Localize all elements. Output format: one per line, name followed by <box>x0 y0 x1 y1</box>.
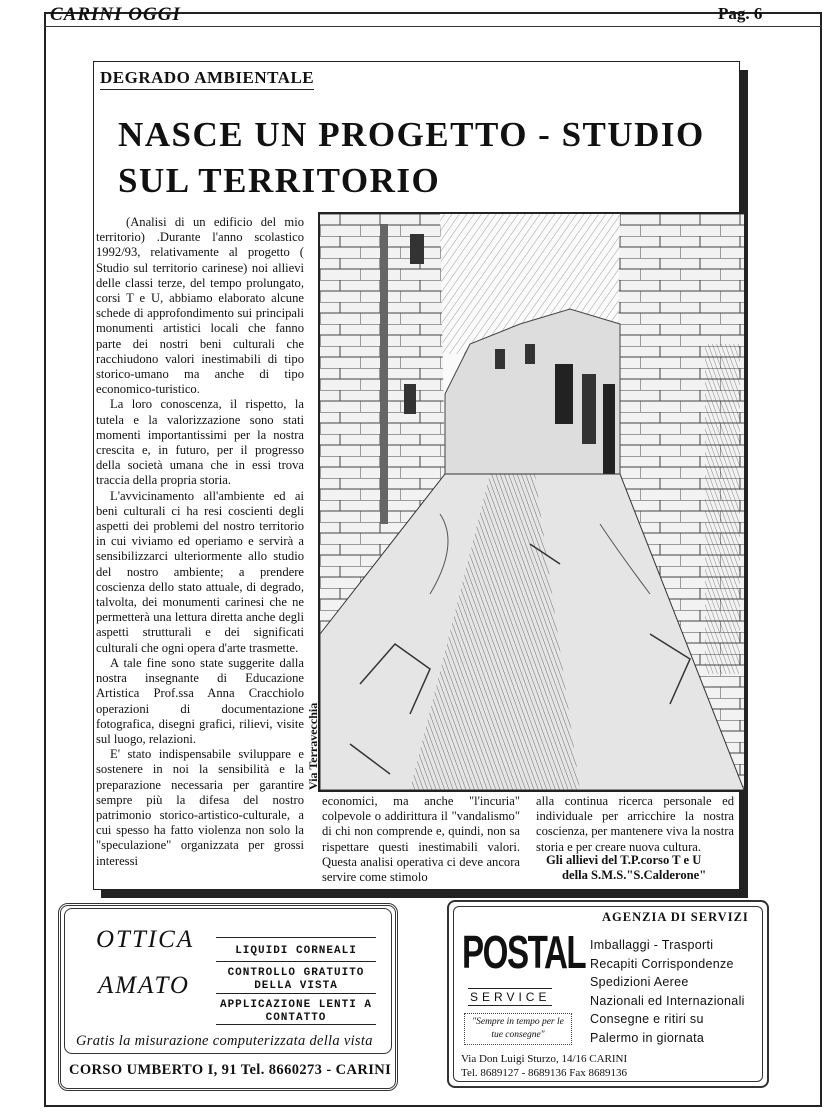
article-paragraph: economici, ma anche "l'incuria" colpevole o addirittura il "vandalismo" di chi non comprende e, quindi, non sa rispettare questi inestimabili valori. Questa analisi operativa ci deve ancora servire come stimolo <box>322 794 520 885</box>
ad-services-list <box>590 936 745 1047</box>
illustration-caption: Via Terravecchia <box>306 702 320 790</box>
ad-service-item: Nazionali ed Internazionali <box>590 993 745 1008</box>
postal-logo: POSTAL <box>462 926 586 978</box>
title-line: NASCE UN PROGETTO - STUDIO <box>118 115 705 154</box>
ad-service: CONTROLLO GRATUITO DELLA VISTA <box>227 967 365 992</box>
ad-address: Via Don Luigi Sturzo, 14/16 CARINI <box>461 1053 628 1065</box>
divider <box>216 937 376 938</box>
ad-tagline: Gratis la misurazione computerizzata della vista <box>76 1033 373 1049</box>
article-column-2 <box>322 794 520 885</box>
postal-logo-sub: SERVICE <box>470 990 551 1004</box>
article-column-1 <box>96 215 304 869</box>
ad-service-item: Consegne e ritiri su <box>590 1012 704 1026</box>
article-paragraph: La loro conoscenza, il rispetto, la tutela e la valorizzazione sono stati momenti importantissimi per la nostra crescita e, in futuro, per il progresso della società umana che in essi trova traccia della propria storia. <box>96 397 304 488</box>
street-drawing <box>320 214 744 790</box>
masthead: CARINI OGGI <box>50 4 181 25</box>
article-paragraph: L'avvicinamento all'ambiente ed ai beni culturali ci ha resi coscienti degli aspetti dei problemi del nostro territorio in cui viviamo ed operiamo e servirà a sensibilizzarci ulteriormente allo studio del nostro ambiente; a prendere coscienza dello stato attuale, di degrado, talvolta, dei monumenti carinesi che ne permetterà una lettura diretta anche degli aspetti strutturali e dei significati culturali che ogni opera d'arte trasmette. <box>96 488 304 655</box>
article-paragraph: E' stato indispensabile sviluppare e sostenere in noi la sensibilità e la preparazione necessaria per garantire sempre più la difesa del nostro patrimonio storico-artistico-culturale, a cui spesso ha fatto violenza non solo la "speculazione" organizzata per grossi interessi <box>96 747 304 868</box>
article-paragraph: alla continua ricerca personale ed individuale per arricchire la nostra coscienza, per mantenere viva la nostra storia e per creare nuova cultura. <box>536 794 734 854</box>
ad-address: CORSO UMBERTO I, 91 Tel. 8660273 - CARINI <box>69 1062 392 1078</box>
title-line: SUL TERRITORIO <box>118 161 441 200</box>
article-shadow <box>101 890 748 898</box>
ad-service-item: Spedizioni Aeree <box>590 975 689 989</box>
divider <box>216 1024 376 1025</box>
article-paragraph: A tale fine sono state suggerite dalla nostra insegnante di Educazione Artistica Prof.ssa Anna Cracchiolo operazioni di documentazione fotografica, disegni grafici, rilievi, visite sul luogo, relazioni. <box>96 655 304 746</box>
ad-service: APPLICAZIONE LENTI A CONTATTO <box>219 999 373 1024</box>
article-paragraph: (Analisi di un edificio del mio territorio) .Durante l'anno scolastico 1992/93, relativamente al progetto ( Studio sul territorio carinese) noi allievi delle classi terze, del tempo prolungato, corsi T e U, abbiamo elaborato alcune schede di approfondimento sui principali monumenti artistici locali che fanno parte dei nostri beni culturali che racchiudono valori inestimabili di tipo storico-umano ma anche di tipo economico-turistico. <box>96 215 304 397</box>
page-number: Pag. 6 <box>718 4 763 23</box>
street-illustration <box>318 212 746 792</box>
divider <box>216 993 376 994</box>
ad-brand-name: AMATO <box>98 972 190 999</box>
ad-brand-name: OTTICA <box>96 926 195 953</box>
ad-service-item: Palermo in giornata <box>590 1030 705 1045</box>
ad-service: LIQUIDI CORNEALI <box>235 945 357 957</box>
article-column-3 <box>536 794 734 855</box>
header-rule <box>44 26 822 27</box>
article-signature: Gli allievi del T.P.corso T e U <box>546 853 702 867</box>
ad-contact <box>461 1052 627 1080</box>
ad-phones: Tel. 8689127 - 8689136 Fax 8689136 <box>461 1067 628 1079</box>
postal-motto: "Sempre in tempo per le tue consegne" <box>464 1013 572 1045</box>
section-label: DEGRADO AMBIENTALE <box>100 68 314 90</box>
ad-service-item: Recapiti Corrispondenze <box>590 956 734 971</box>
divider <box>216 961 376 962</box>
ad-service-item: Imballaggi - Trasporti <box>590 938 714 952</box>
article-title <box>118 112 705 204</box>
ad-title: AGENZIA DI SERVIZI <box>602 910 749 924</box>
article-signature: della S.M.S."S.Calderone" <box>562 868 707 882</box>
